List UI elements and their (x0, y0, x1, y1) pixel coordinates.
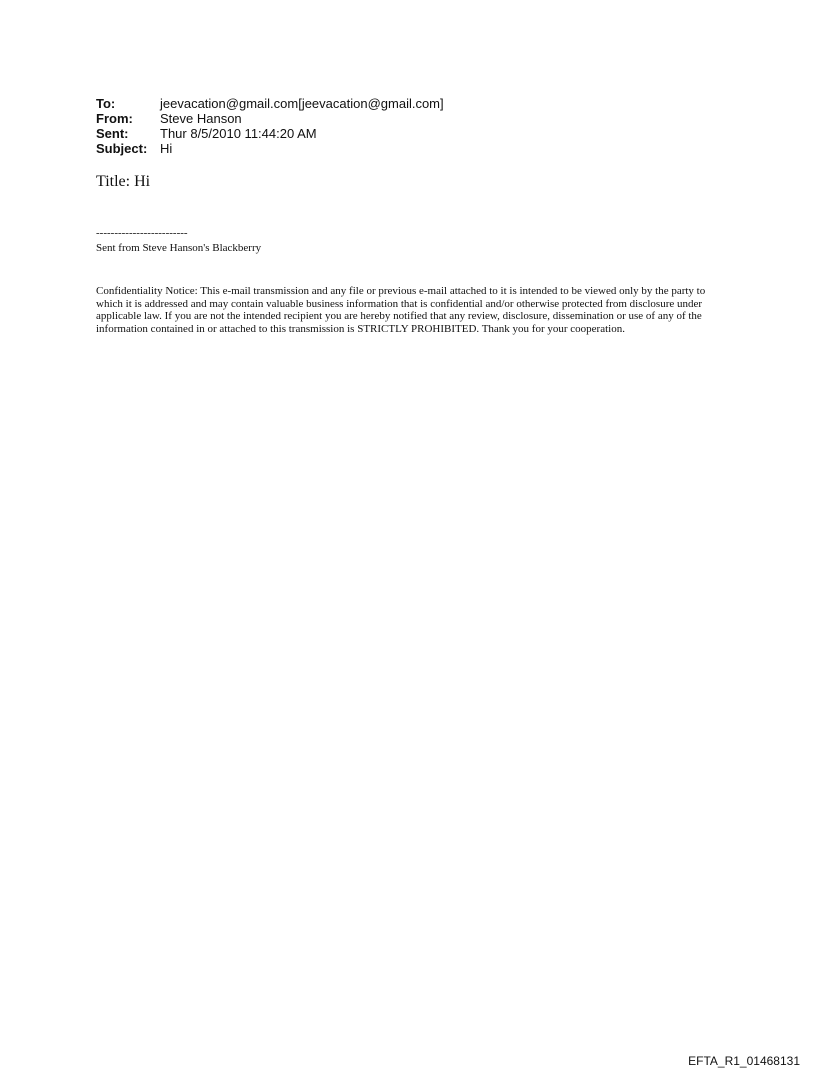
signature-separator: ------------------------- (96, 227, 188, 239)
to-row (96, 96, 444, 111)
body-title-line: Title: Hi (96, 173, 151, 190)
document-id: EFTA_R1_01468131 (688, 1054, 800, 1068)
to-label: To: (96, 96, 116, 111)
from-label: From: (96, 111, 133, 126)
subject-row (96, 141, 444, 156)
confidentiality-notice: Confidentiality Notice: This e-mail transmission and any file or previous e-mail attached to it is intended to be viewed only by the party to which it is addressed and may contain valuable business information that is confidential and/or otherwise protected from disclosure under applicable law. If you are not the intended recipient you are hereby notified that any review, disclosure, dissemination or use of any of the information contained in or attached to this transmission is STRICTLY PROHIBITED. Thank you for your cooperation. (96, 285, 706, 335)
from-value: Steve Hanson (160, 111, 242, 126)
sent-row (96, 126, 444, 141)
from-row (96, 111, 444, 126)
sent-value: Thur 8/5/2010 11:44:20 AM (160, 126, 317, 141)
signature-line: Sent from Steve Hanson's Blackberry (96, 242, 262, 254)
email-header (96, 96, 444, 156)
sent-label: Sent: (96, 126, 129, 141)
subject-label: Subject: (96, 141, 148, 156)
subject-value: Hi (160, 141, 173, 156)
to-value: jeevacation@gmail.com[jeevacation@gmail.com] (160, 96, 444, 111)
